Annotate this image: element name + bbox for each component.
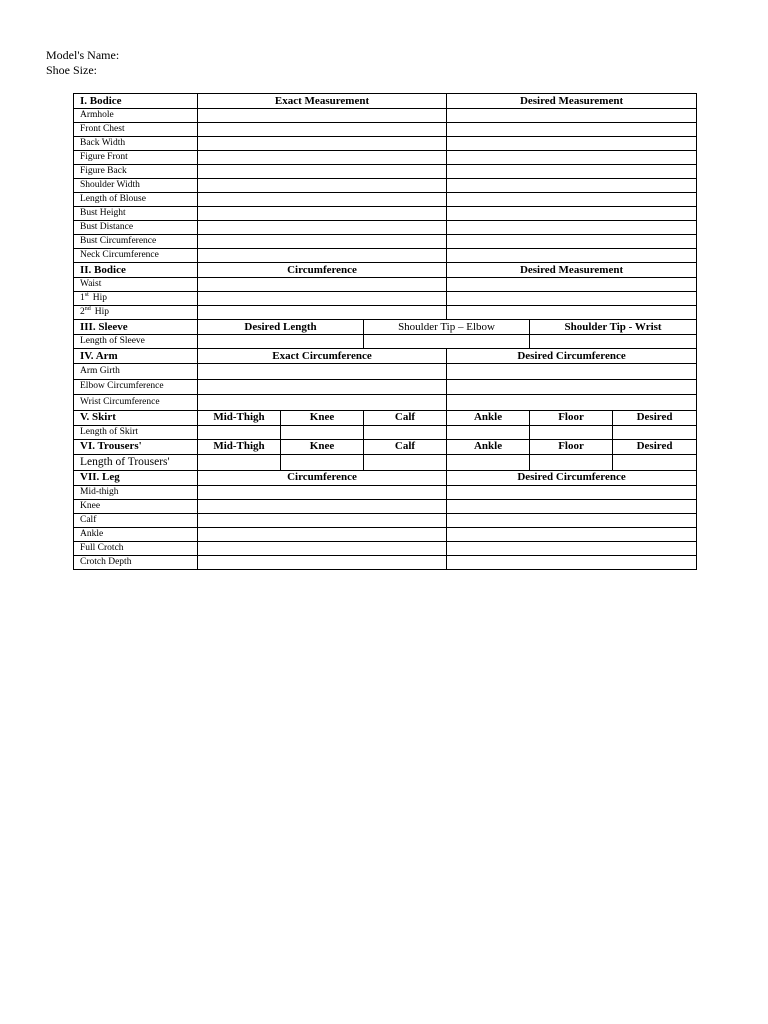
measurement-cell[interactable]	[198, 151, 447, 165]
measurement-cell[interactable]	[447, 151, 697, 165]
row-label: Length of Skirt	[74, 425, 198, 439]
hip-text: Hip	[94, 307, 109, 317]
table-row	[74, 249, 697, 263]
column-header: Exact Measurement	[198, 94, 447, 109]
measurement-cell[interactable]	[447, 527, 697, 541]
measurement-cell[interactable]	[198, 179, 447, 193]
table-row	[74, 454, 697, 470]
measurement-cell[interactable]	[530, 425, 613, 439]
measurement-cell[interactable]	[613, 425, 697, 439]
table-row	[74, 379, 697, 395]
table-row	[74, 193, 697, 207]
measurement-cell[interactable]	[447, 109, 697, 123]
row-label: Crotch Depth	[74, 555, 198, 569]
measurement-cell[interactable]	[447, 454, 530, 470]
measurement-cell[interactable]	[447, 364, 697, 380]
ordinal-number: 1	[80, 293, 85, 303]
row-label: Front Chest	[74, 123, 198, 137]
column-header: Desired Measurement	[447, 263, 697, 278]
row-label: Figure Front	[74, 151, 198, 165]
row-label: Back Width	[74, 137, 198, 151]
table-row	[74, 278, 697, 292]
measurement-cell[interactable]	[447, 278, 697, 292]
column-header: Desired Circumference	[447, 470, 697, 485]
model-name-label: Model's Name:	[46, 48, 120, 62]
row-label: Waist	[74, 278, 198, 292]
table-row	[74, 364, 697, 380]
measurement-cell[interactable]	[530, 335, 697, 349]
column-header: Calf	[364, 410, 447, 425]
table-row	[74, 151, 697, 165]
measurement-cell[interactable]	[198, 207, 447, 221]
measurement-cell[interactable]	[198, 193, 447, 207]
measurement-cell[interactable]	[447, 306, 697, 320]
measurement-cell[interactable]	[198, 425, 281, 439]
row-label: Mid-thigh	[74, 485, 198, 499]
table-row	[74, 410, 697, 425]
table-row	[74, 349, 697, 364]
row-label: Length of Trousers'	[74, 454, 198, 470]
measurement-cell[interactable]	[447, 165, 697, 179]
measurement-cell[interactable]	[447, 179, 697, 193]
column-header: Desired Measurement	[447, 94, 697, 109]
column-header: Circumference	[198, 470, 447, 485]
section-title: VII. Leg	[74, 470, 198, 485]
section-title: II. Bodice	[74, 263, 198, 278]
column-header: Mid-Thigh	[198, 410, 281, 425]
measurement-cell[interactable]	[198, 278, 447, 292]
measurement-cell[interactable]	[281, 425, 364, 439]
first-hip-label	[74, 292, 198, 306]
measurement-cell[interactable]	[447, 221, 697, 235]
column-header: Desired Length	[198, 320, 364, 335]
row-label: Shoulder Width	[74, 179, 198, 193]
measurement-cell[interactable]	[198, 335, 364, 349]
column-header: Calf	[364, 439, 447, 454]
row-label: Length of Blouse	[74, 193, 198, 207]
table-row	[74, 335, 697, 349]
measurement-cell[interactable]	[198, 364, 447, 380]
column-header: Desired	[613, 439, 697, 454]
hip-text: Hip	[92, 293, 108, 303]
measurement-cell[interactable]	[198, 395, 447, 411]
measurement-table	[73, 93, 697, 570]
column-header: Exact Circumference	[198, 349, 447, 364]
row-label: Knee	[74, 499, 198, 513]
row-label: Bust Circumference	[74, 235, 198, 249]
measurement-cell[interactable]	[198, 235, 447, 249]
measurement-cell[interactable]	[198, 527, 447, 541]
section-title: I. Bodice	[74, 94, 198, 109]
second-hip-label	[74, 306, 198, 320]
measurement-cell[interactable]	[447, 555, 697, 569]
measurement-cell[interactable]	[198, 485, 447, 499]
measurement-cell[interactable]	[447, 485, 697, 499]
table-row	[74, 165, 697, 179]
row-label: Calf	[74, 513, 198, 527]
table-row	[74, 541, 697, 555]
table-row	[74, 425, 697, 439]
table-row	[74, 513, 697, 527]
table-row	[74, 527, 697, 541]
row-label: Arm Girth	[74, 364, 198, 380]
row-label: Elbow Circumference	[74, 379, 198, 395]
measurement-cell[interactable]	[198, 541, 447, 555]
measurement-cell[interactable]	[447, 513, 697, 527]
measurement-cell[interactable]	[447, 379, 697, 395]
shoe-size-label: Shoe Size:	[46, 63, 97, 77]
measurement-cell[interactable]	[447, 499, 697, 513]
row-label: Bust Height	[74, 207, 198, 221]
measurement-cell[interactable]	[447, 207, 697, 221]
table-row	[74, 235, 697, 249]
measurement-cell[interactable]	[198, 292, 447, 306]
row-label: Full Crotch	[74, 541, 198, 555]
table-row	[74, 179, 697, 193]
measurement-cell[interactable]	[198, 555, 447, 569]
column-header: Desired Circumference	[447, 349, 697, 364]
measurement-cell[interactable]	[198, 123, 447, 137]
measurement-cell[interactable]	[447, 193, 697, 207]
measurement-cell[interactable]	[447, 249, 697, 263]
measurement-cell[interactable]	[447, 395, 697, 411]
measurement-cell[interactable]	[198, 306, 447, 320]
column-header: Shoulder Tip – Elbow	[364, 320, 530, 335]
measurement-cell[interactable]	[198, 379, 447, 395]
row-label: Ankle	[74, 527, 198, 541]
section-title: VI. Trousers'	[74, 439, 198, 454]
column-header: Ankle	[447, 439, 530, 454]
measurement-cell[interactable]	[447, 123, 697, 137]
column-header: Circumference	[198, 263, 447, 278]
ordinal-number: 2	[80, 307, 85, 317]
measurement-cell[interactable]	[447, 137, 697, 151]
table-row	[74, 320, 697, 335]
row-label: Bust Distance	[74, 221, 198, 235]
ordinal-suffix: nd	[84, 305, 91, 312]
form-header	[46, 48, 119, 78]
measurement-cell[interactable]	[447, 235, 697, 249]
measurement-cell[interactable]	[198, 499, 447, 513]
measurement-cell[interactable]	[198, 513, 447, 527]
table-row	[74, 221, 697, 235]
table-row	[74, 94, 697, 109]
table-row	[74, 207, 697, 221]
measurement-cell[interactable]	[447, 425, 530, 439]
measurement-cell[interactable]	[198, 221, 447, 235]
table-row	[74, 263, 697, 278]
measurement-cell[interactable]	[447, 541, 697, 555]
table-row	[74, 499, 697, 513]
row-label: Length of Sleeve	[74, 335, 198, 349]
measurement-cell[interactable]	[364, 454, 447, 470]
measurement-cell[interactable]	[613, 454, 697, 470]
measurement-cell[interactable]	[198, 249, 447, 263]
table-row	[74, 109, 697, 123]
measurement-cell[interactable]	[198, 454, 281, 470]
table-row	[74, 439, 697, 454]
ordinal-suffix: st	[84, 291, 89, 298]
column-header: Knee	[281, 410, 364, 425]
column-header: Shoulder Tip - Wrist	[530, 320, 697, 335]
measurement-cell[interactable]	[281, 454, 364, 470]
table-row	[74, 470, 697, 485]
row-label: Wrist Circumference	[74, 395, 198, 411]
measurement-cell[interactable]	[198, 165, 447, 179]
measurement-cell[interactable]	[198, 109, 447, 123]
table-row	[74, 555, 697, 569]
measurement-cell[interactable]	[198, 137, 447, 151]
section-title: III. Sleeve	[74, 320, 198, 335]
table-row	[74, 306, 697, 320]
table-row	[74, 395, 697, 411]
section-title: V. Skirt	[74, 410, 198, 425]
row-label: Neck Circumference	[74, 249, 198, 263]
table-row	[74, 137, 697, 151]
section-title: IV. Arm	[74, 349, 198, 364]
column-header: Ankle	[447, 410, 530, 425]
column-header: Floor	[530, 410, 613, 425]
row-label: Figure Back	[74, 165, 198, 179]
column-header: Desired	[613, 410, 697, 425]
measurement-cell[interactable]	[364, 335, 530, 349]
measurement-cell[interactable]	[364, 425, 447, 439]
table-row	[74, 123, 697, 137]
column-header: Floor	[530, 439, 613, 454]
table-row	[74, 485, 697, 499]
table-row	[74, 292, 697, 306]
row-label: Armhole	[74, 109, 198, 123]
column-header: Knee	[281, 439, 364, 454]
measurement-cell[interactable]	[447, 292, 697, 306]
measurement-cell[interactable]	[530, 454, 613, 470]
column-header: Mid-Thigh	[198, 439, 281, 454]
